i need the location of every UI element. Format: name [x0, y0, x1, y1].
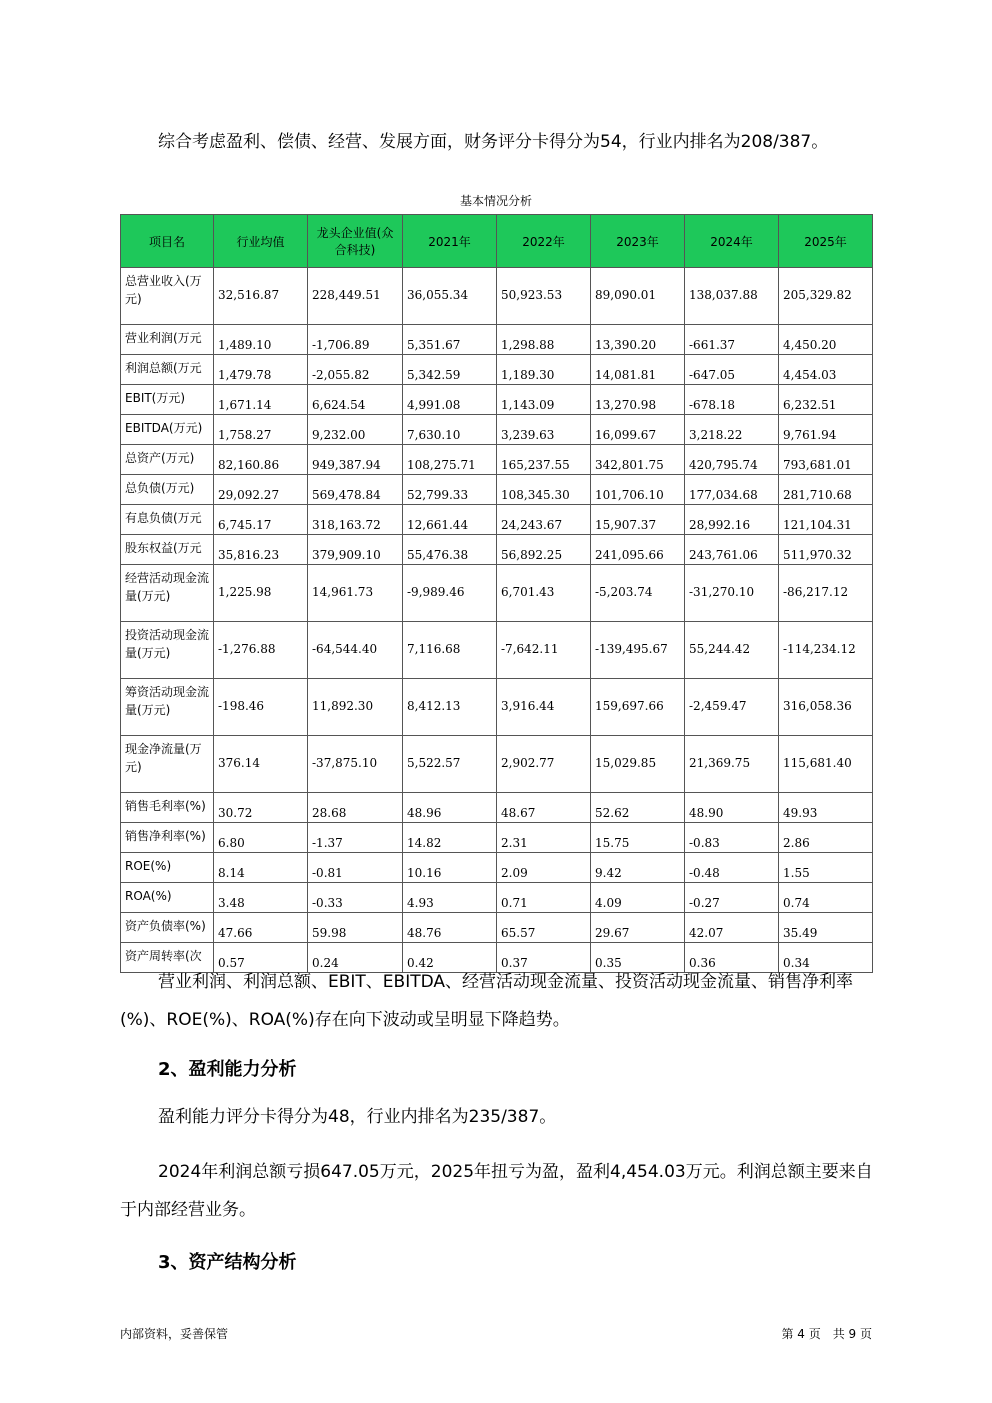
table-cell: -86,217.12 [779, 565, 873, 622]
table-cell: 14,081.81 [591, 355, 685, 385]
table-cell: -7,642.11 [497, 622, 591, 679]
row-label: EBIT(万元) [121, 385, 214, 415]
table-cell: 5,342.59 [403, 355, 497, 385]
table-cell: 48.96 [403, 793, 497, 823]
table-cell: 2.86 [779, 823, 873, 853]
table-cell: 6,624.54 [308, 385, 403, 415]
table-cell: 30.72 [214, 793, 308, 823]
table-row [121, 445, 873, 475]
table-cell: 0.74 [779, 883, 873, 913]
row-label: 总负债(万元) [121, 475, 214, 505]
table-cell: 420,795.74 [685, 445, 779, 475]
table-cell: -647.05 [685, 355, 779, 385]
table-cell: 42.07 [685, 913, 779, 943]
table-cell: 12,661.44 [403, 505, 497, 535]
table-header-cell: 龙头企业值(众合科技) [308, 215, 403, 268]
table-cell: 949,387.94 [308, 445, 403, 475]
table-caption: 基本情况分析 [459, 194, 532, 208]
table-cell: 7,630.10 [403, 415, 497, 445]
table-header-cell: 2021年 [403, 215, 497, 268]
table-cell: 1,671.14 [214, 385, 308, 415]
table-cell: 7,116.68 [403, 622, 497, 679]
table-cell: -1.37 [308, 823, 403, 853]
table-cell: 793,681.01 [779, 445, 873, 475]
table-cell: 6.80 [214, 823, 308, 853]
table-cell: 9,761.94 [779, 415, 873, 445]
row-label: 经营活动现金流量(万元) [121, 565, 214, 622]
table-cell: 379,909.10 [308, 535, 403, 565]
table-cell: 0.37 [497, 943, 591, 973]
table-cell: 4.93 [403, 883, 497, 913]
table-cell: 8,412.13 [403, 679, 497, 736]
table-cell: 9.42 [591, 853, 685, 883]
table-cell: 82,160.86 [214, 445, 308, 475]
table-row [121, 385, 873, 415]
row-label: 筹资活动现金流量(万元) [121, 679, 214, 736]
table-row [121, 535, 873, 565]
table-cell: 11,892.30 [308, 679, 403, 736]
row-label: 股东权益(万元 [121, 535, 214, 565]
row-label: 资产周转率(次 [121, 943, 214, 973]
table-cell: 3,239.63 [497, 415, 591, 445]
table-row [121, 415, 873, 445]
table-row [121, 823, 873, 853]
section3-heading: 3、资产结构分析 [158, 1252, 297, 1273]
table-header-cell: 2023年 [591, 215, 685, 268]
table-cell: 115,681.40 [779, 736, 873, 793]
table-cell: 4,450.20 [779, 325, 873, 355]
table-header-cell: 项目名 [121, 215, 214, 268]
financial-table [120, 214, 873, 973]
table-cell: 48.90 [685, 793, 779, 823]
table-cell: 1,758.27 [214, 415, 308, 445]
table-cell: 243,761.06 [685, 535, 779, 565]
table-header-row [121, 215, 873, 268]
table-cell: -661.37 [685, 325, 779, 355]
table-cell: 1,298.88 [497, 325, 591, 355]
table-cell: 48.67 [497, 793, 591, 823]
table-cell: 50,923.53 [497, 268, 591, 325]
footer-confidential: 内部资料，妥善保管 [120, 1327, 229, 1341]
table-cell: 10.16 [403, 853, 497, 883]
table-cell: 47.66 [214, 913, 308, 943]
table-row [121, 793, 873, 823]
table-cell: 2.09 [497, 853, 591, 883]
table-cell: -37,875.10 [308, 736, 403, 793]
table-cell: 0.42 [403, 943, 497, 973]
table-cell: -2,459.47 [685, 679, 779, 736]
table-cell: 4,991.08 [403, 385, 497, 415]
table-cell: 6,745.17 [214, 505, 308, 535]
section2-score: 盈利能力评分卡得分为48，行业内排名为235/387。 [158, 1107, 557, 1127]
table-cell: 138,037.88 [685, 268, 779, 325]
table-header-cell: 2024年 [685, 215, 779, 268]
table-cell: 89,090.01 [591, 268, 685, 325]
footer-page-number: 第 4 页 共 9 页 [781, 1327, 872, 1341]
table-cell: 2.31 [497, 823, 591, 853]
table-cell: 52.62 [591, 793, 685, 823]
table-cell: 4,454.03 [779, 355, 873, 385]
table-cell: 29.67 [591, 913, 685, 943]
table-cell: 108,345.30 [497, 475, 591, 505]
trend-paragraph: 营业利润、利润总额、EBIT、EBITDA、经营活动现金流量、投资活动现金流量、销售净利率(%)、ROE(%)、ROA(%)存在向下波动或呈明显下降趋势。 [120, 972, 854, 1030]
table-cell: -0.83 [685, 823, 779, 853]
row-label: 现金净流量(万元) [121, 736, 214, 793]
table-cell: 1.55 [779, 853, 873, 883]
row-label: ROE(%) [121, 853, 214, 883]
table-cell: 52,799.33 [403, 475, 497, 505]
row-label: 营业利润(万元 [121, 325, 214, 355]
table-cell: -31,270.10 [685, 565, 779, 622]
table-cell: 49.93 [779, 793, 873, 823]
table-cell: 0.57 [214, 943, 308, 973]
table-cell: 159,697.66 [591, 679, 685, 736]
table-cell: 3.48 [214, 883, 308, 913]
table-body [121, 268, 873, 973]
table-row [121, 853, 873, 883]
table-cell: 4.09 [591, 883, 685, 913]
table-header-cell: 行业均值 [214, 215, 308, 268]
table-cell: -114,234.12 [779, 622, 873, 679]
table-cell: 241,095.66 [591, 535, 685, 565]
table-row [121, 679, 873, 736]
section2-detail: 2024年利润总额亏损647.05万元，2025年扭亏为盈，盈利4,454.03万元。利润总额主要来自于内部经营业务。 [120, 1162, 873, 1220]
row-label: EBITDA(万元) [121, 415, 214, 445]
section2-heading: 2、盈利能力分析 [158, 1059, 297, 1080]
table-cell: 1,489.10 [214, 325, 308, 355]
table-cell: 6,232.51 [779, 385, 873, 415]
table-cell: 28.68 [308, 793, 403, 823]
table-cell: 1,189.30 [497, 355, 591, 385]
table-cell: 177,034.68 [685, 475, 779, 505]
table-row [121, 565, 873, 622]
table-cell: 16,099.67 [591, 415, 685, 445]
table-cell: 0.71 [497, 883, 591, 913]
table-row [121, 505, 873, 535]
table-row [121, 736, 873, 793]
table-cell: -9,989.46 [403, 565, 497, 622]
table-row [121, 913, 873, 943]
table-cell: 205,329.82 [779, 268, 873, 325]
row-label: 总营业收入(万元) [121, 268, 214, 325]
table-cell: 3,218.22 [685, 415, 779, 445]
table-cell: 13,270.98 [591, 385, 685, 415]
table-cell: 0.36 [685, 943, 779, 973]
table-cell: -1,706.89 [308, 325, 403, 355]
row-label: ROA(%) [121, 883, 214, 913]
table-row [121, 355, 873, 385]
table-cell: 9,232.00 [308, 415, 403, 445]
table-cell: 32,516.87 [214, 268, 308, 325]
row-label: 利润总额(万元 [121, 355, 214, 385]
table-cell: 6,701.43 [497, 565, 591, 622]
row-label: 销售净利率(%) [121, 823, 214, 853]
table-cell: 281,710.68 [779, 475, 873, 505]
table-cell: 0.35 [591, 943, 685, 973]
table-cell: 8.14 [214, 853, 308, 883]
table-cell: 1,225.98 [214, 565, 308, 622]
table-cell: 28,992.16 [685, 505, 779, 535]
table-cell: -0.33 [308, 883, 403, 913]
table-cell: -2,055.82 [308, 355, 403, 385]
table-cell: 15.75 [591, 823, 685, 853]
table-cell: 342,801.75 [591, 445, 685, 475]
table-cell: 21,369.75 [685, 736, 779, 793]
row-label: 有息负债(万元 [121, 505, 214, 535]
table-cell: 13,390.20 [591, 325, 685, 355]
table-header-cell: 2022年 [497, 215, 591, 268]
table-cell: 65.57 [497, 913, 591, 943]
table-cell: 228,449.51 [308, 268, 403, 325]
table-cell: 121,104.31 [779, 505, 873, 535]
table-cell: -678.18 [685, 385, 779, 415]
row-label: 总资产(万元) [121, 445, 214, 475]
table-cell: 165,237.55 [497, 445, 591, 475]
row-label: 投资活动现金流量(万元) [121, 622, 214, 679]
row-label: 销售毛利率(%) [121, 793, 214, 823]
table-cell: 316,058.36 [779, 679, 873, 736]
table-cell: -0.81 [308, 853, 403, 883]
table-cell: 1,143.09 [497, 385, 591, 415]
table-cell: 14,961.73 [308, 565, 403, 622]
table-cell: 15,029.85 [591, 736, 685, 793]
table-cell: 15,907.37 [591, 505, 685, 535]
table-cell: 48.76 [403, 913, 497, 943]
table-row [121, 268, 873, 325]
table-cell: 59.98 [308, 913, 403, 943]
table-cell: 0.34 [779, 943, 873, 973]
table-cell: -5,203.74 [591, 565, 685, 622]
intro-paragraph: 综合考虑盈利、偿债、经营、发展方面，财务评分卡得分为54，行业内排名为208/387。 [158, 132, 829, 152]
table-cell: 569,478.84 [308, 475, 403, 505]
table-cell: 56,892.25 [497, 535, 591, 565]
table-cell: 511,970.32 [779, 535, 873, 565]
table-cell: 1,479.78 [214, 355, 308, 385]
table-cell: 2,902.77 [497, 736, 591, 793]
table-cell: 101,706.10 [591, 475, 685, 505]
table-cell: -64,544.40 [308, 622, 403, 679]
table-cell: -139,495.67 [591, 622, 685, 679]
table-row [121, 883, 873, 913]
table-row [121, 325, 873, 355]
table-cell: 35.49 [779, 913, 873, 943]
table-cell: 35,816.23 [214, 535, 308, 565]
table-cell: 376.14 [214, 736, 308, 793]
table-cell: 36,055.34 [403, 268, 497, 325]
table-cell: 29,092.27 [214, 475, 308, 505]
row-label: 资产负债率(%) [121, 913, 214, 943]
table-cell: 55,244.42 [685, 622, 779, 679]
table-cell: 24,243.67 [497, 505, 591, 535]
table-cell: 108,275.71 [403, 445, 497, 475]
table-cell: 14.82 [403, 823, 497, 853]
table-header-cell: 2025年 [779, 215, 873, 268]
table-cell: 55,476.38 [403, 535, 497, 565]
table-cell: -0.48 [685, 853, 779, 883]
table-cell: -0.27 [685, 883, 779, 913]
table-cell: -1,276.88 [214, 622, 308, 679]
table-cell: 5,351.67 [403, 325, 497, 355]
table-cell: 5,522.57 [403, 736, 497, 793]
table-row [121, 622, 873, 679]
table-cell: 0.24 [308, 943, 403, 973]
table-cell: -198.46 [214, 679, 308, 736]
table-row [121, 475, 873, 505]
table-cell: 3,916.44 [497, 679, 591, 736]
table-cell: 318,163.72 [308, 505, 403, 535]
